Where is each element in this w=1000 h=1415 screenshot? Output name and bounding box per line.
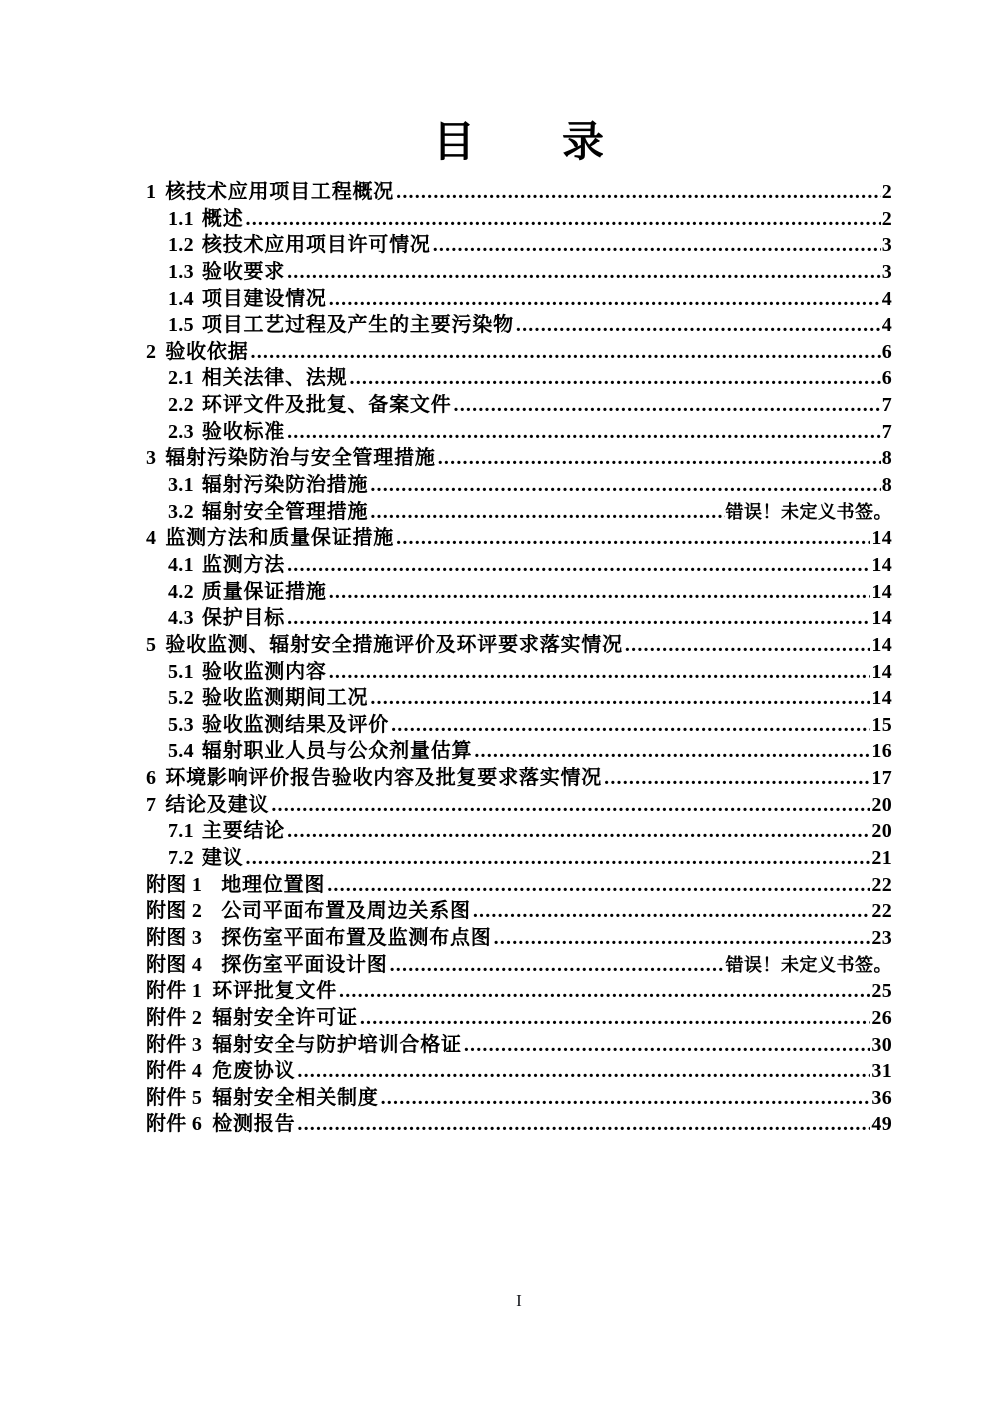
toc-entry-page: 14 — [871, 527, 892, 550]
toc-entry-number: 附件 5 — [146, 1086, 203, 1109]
toc-entry[interactable] — [146, 472, 892, 499]
toc-content — [146, 0, 892, 1138]
toc-entry-label: 危废协议 — [212, 1060, 296, 1083]
toc-entry-page: 30 — [871, 1033, 892, 1056]
toc-entry-number: 1.1 — [168, 207, 194, 230]
toc-entry-number: 4.3 — [168, 607, 194, 630]
toc-leader-dots — [329, 286, 881, 313]
toc-entry-page: 36 — [871, 1086, 892, 1109]
toc-entry-number: 附件 3 — [146, 1033, 203, 1056]
toc-leader-dots — [327, 872, 870, 899]
toc-entry[interactable] — [146, 659, 892, 686]
toc-entry-number: 7 — [146, 793, 157, 816]
toc-entry-page: 25 — [871, 980, 892, 1003]
toc-leader-dots — [350, 365, 881, 392]
toc-entry-page: 14 — [871, 687, 892, 710]
toc-entry-number: 2.3 — [168, 420, 194, 443]
toc-entry[interactable] — [146, 898, 892, 925]
toc-entry-label: 环评文件及批复、备案文件 — [201, 394, 452, 417]
toc-leader-dots — [297, 1058, 870, 1085]
toc-entry[interactable] — [146, 339, 892, 366]
toc-entry-number: 4 — [146, 527, 157, 550]
toc-entry-label: 验收监测期间工况 — [201, 687, 369, 710]
toc-entry-label: 环境影响评价报告验收内容及批复要求落实情况 — [165, 767, 603, 790]
toc-entry-label: 监测方法 — [201, 553, 286, 576]
toc-entry-page: 错误！未定义书签。 — [725, 954, 892, 975]
toc-entry[interactable] — [146, 632, 892, 659]
toc-leader-dots — [287, 818, 870, 845]
toc-leader-dots — [396, 179, 881, 206]
toc-entry-page: 14 — [871, 633, 892, 656]
toc-leader-dots — [287, 419, 881, 446]
toc-entry[interactable] — [146, 232, 892, 259]
toc-entry-label: 相关法律、法规 — [201, 367, 348, 390]
toc-entry-page: 21 — [871, 847, 892, 870]
toc-entry-page: 2 — [881, 181, 892, 203]
toc-entry-number: 2 — [146, 340, 157, 363]
toc-entry-number: 1.2 — [168, 234, 194, 257]
toc-entry-label: 主要结论 — [201, 820, 286, 843]
toc-entry-number: 3 — [146, 447, 157, 470]
toc-leader-dots — [604, 765, 870, 792]
toc-entry[interactable] — [146, 765, 892, 792]
toc-entry[interactable] — [146, 525, 892, 552]
toc-entry-page: 14 — [871, 580, 892, 603]
toc-entry-label: 验收要求 — [201, 260, 286, 283]
toc-leader-dots — [494, 925, 871, 952]
toc-entry-label: 辐射污染防治措施 — [201, 474, 369, 497]
toc-entry[interactable] — [146, 845, 892, 872]
toc-leader-dots — [370, 472, 880, 499]
toc-entry-number: 7.2 — [168, 847, 194, 870]
toc-entry[interactable] — [146, 1111, 892, 1138]
toc-entry-number: 5.3 — [168, 713, 194, 736]
toc-entry-page: 8 — [881, 447, 892, 470]
toc-entry-number: 3.2 — [168, 500, 194, 523]
toc-entry[interactable] — [146, 818, 892, 845]
toc-entry-label: 保护目标 — [201, 607, 286, 630]
toc-entry-number: 附件 2 — [146, 1006, 203, 1029]
toc-leader-dots — [251, 339, 881, 366]
toc-leader-dots — [360, 1005, 871, 1032]
toc-entry-label: 核技术应用项目工程概况 — [165, 181, 395, 203]
toc-entry-number: 1.3 — [168, 260, 194, 283]
toc-entry-label: 公司平面布置及周边关系图 — [221, 900, 471, 923]
toc-entry-number: 附图 2 — [146, 900, 203, 923]
toc-entry-number: 附图 4 — [146, 953, 203, 976]
toc-list — [146, 179, 892, 1138]
toc-entry-page: 14 — [871, 553, 892, 576]
toc-entry-page: 20 — [871, 820, 892, 843]
toc-leader-dots — [370, 685, 870, 712]
toc-entry-number: 2.1 — [168, 367, 194, 390]
toc-entry-label: 辐射安全管理措施 — [201, 500, 369, 523]
toc-leader-dots — [287, 605, 870, 632]
toc-entry-page: 31 — [871, 1060, 892, 1083]
toc-entry-label: 建议 — [201, 847, 244, 870]
toc-entry-label: 结论及建议 — [165, 793, 270, 816]
toc-entry-page: 4 — [881, 314, 892, 337]
toc-entry-number: 1.5 — [168, 314, 194, 337]
toc-entry[interactable] — [146, 179, 892, 206]
toc-entry[interactable] — [146, 872, 892, 899]
toc-entry-page: 15 — [871, 713, 892, 736]
toc-entry-number: 4.1 — [168, 553, 194, 576]
toc-entry-page: 14 — [871, 660, 892, 683]
toc-entry-number: 7.1 — [168, 820, 194, 843]
toc-entry-label: 辐射污染防治与安全管理措施 — [165, 447, 436, 470]
toc-entry-label: 辐射安全与防护培训合格证 — [212, 1033, 462, 1056]
toc-leader-dots — [438, 445, 881, 472]
toc-entry[interactable] — [146, 259, 892, 286]
toc-entry-label: 验收标准 — [201, 420, 286, 443]
toc-entry-number: 4.2 — [168, 580, 194, 603]
toc-leader-dots — [370, 499, 724, 526]
toc-entry[interactable] — [146, 952, 892, 979]
toc-entry-page: 3 — [881, 260, 892, 283]
toc-entry-page: 7 — [881, 394, 892, 417]
toc-entry[interactable] — [146, 552, 892, 579]
toc-leader-dots — [297, 1111, 870, 1138]
toc-entry-page: 错误！未定义书签。 — [725, 501, 892, 522]
toc-entry[interactable] — [146, 605, 892, 632]
toc-entry-label: 监测方法和质量保证措施 — [165, 527, 395, 550]
toc-entry-page: 14 — [871, 607, 892, 630]
toc-entry-number: 2.2 — [168, 394, 194, 417]
toc-leader-dots — [246, 845, 871, 872]
toc-entry-label: 探伤室平面布置及监测布点图 — [221, 926, 492, 949]
toc-entry[interactable] — [146, 712, 892, 739]
toc-entry-page: 20 — [871, 793, 892, 816]
toc-entry-label: 辐射安全许可证 — [212, 1006, 358, 1029]
toc-entry-page: 8 — [881, 474, 892, 497]
toc-entry-label: 验收依据 — [165, 340, 249, 363]
toc-entry-page: 3 — [881, 234, 892, 257]
toc-entry-page: 4 — [881, 287, 892, 310]
toc-entry[interactable] — [146, 419, 892, 446]
toc-entry-page: 2 — [881, 207, 892, 230]
footer-page-number: I — [516, 1291, 522, 1310]
toc-entry[interactable] — [146, 792, 892, 819]
toc-leader-dots — [329, 659, 871, 686]
toc-leader-dots — [339, 978, 870, 1005]
toc-leader-dots — [271, 792, 870, 819]
toc-entry[interactable] — [146, 286, 892, 313]
toc-entry[interactable] — [146, 1058, 892, 1085]
toc-entry[interactable] — [146, 1032, 892, 1059]
toc-entry-number: 附件 6 — [146, 1113, 203, 1136]
toc-entry-number: 附件 4 — [146, 1060, 203, 1083]
toc-leader-dots — [625, 632, 870, 659]
toc-entry-page: 16 — [871, 740, 892, 763]
toc-entry-label: 环评批复文件 — [212, 980, 338, 1003]
toc-entry-page: 22 — [871, 873, 892, 896]
toc-entry-label: 验收监测结果及评价 — [201, 713, 390, 736]
toc-entry-label: 项目工艺过程及产生的主要污染物 — [201, 314, 514, 337]
toc-entry[interactable] — [146, 365, 892, 392]
toc-entry-label: 项目建设情况 — [201, 287, 327, 310]
page-title: 目 录 — [432, 120, 605, 166]
toc-entry-number: 附图 1 — [146, 873, 203, 896]
toc-entry[interactable] — [146, 1005, 892, 1032]
toc-entry-page: 6 — [881, 340, 892, 363]
toc-entry-number: 5 — [146, 633, 157, 656]
toc-leader-dots — [329, 579, 871, 606]
toc-entry-label: 地理位置图 — [221, 873, 326, 896]
toc-entry-number: 5.2 — [168, 687, 194, 710]
toc-leader-dots — [287, 259, 881, 286]
toc-leader-dots — [246, 206, 881, 233]
toc-entry[interactable] — [146, 392, 892, 419]
toc-entry-page: 22 — [871, 900, 892, 923]
toc-entry-label: 检测报告 — [212, 1113, 296, 1136]
toc-entry[interactable] — [146, 445, 892, 472]
toc-entry[interactable] — [146, 1085, 892, 1112]
toc-entry-number: 5.1 — [168, 660, 194, 683]
toc-entry-page: 49 — [871, 1113, 892, 1136]
toc-entry-label: 质量保证措施 — [201, 580, 327, 603]
toc-entry-page: 7 — [881, 420, 892, 443]
toc-entry[interactable] — [146, 685, 892, 712]
toc-entry-label: 辐射职业人员与公众剂量估算 — [201, 740, 473, 763]
toc-leader-dots — [433, 232, 881, 259]
toc-entry-label: 概述 — [201, 207, 244, 230]
toc-entry-page: 17 — [871, 767, 892, 790]
toc-leader-dots — [454, 392, 881, 419]
toc-entry-label: 验收监测内容 — [201, 660, 327, 683]
toc-leader-dots — [474, 738, 870, 765]
toc-entry[interactable] — [146, 312, 892, 339]
toc-entry-number: 附件 1 — [146, 980, 203, 1003]
toc-leader-dots — [391, 712, 870, 739]
toc-entry[interactable] — [146, 978, 892, 1005]
toc-entry-number: 6 — [146, 767, 157, 790]
toc-leader-dots — [390, 952, 725, 979]
toc-entry-number: 附图 3 — [146, 926, 203, 949]
toc-entry-number: 5.4 — [168, 740, 194, 763]
toc-entry[interactable] — [146, 579, 892, 606]
toc-entry-page: 6 — [881, 367, 892, 390]
toc-entry-page: 23 — [871, 926, 892, 949]
toc-entry-number: 1 — [146, 181, 157, 203]
toc-entry-label: 探伤室平面设计图 — [221, 953, 388, 976]
toc-entry-number: 3.1 — [168, 474, 194, 497]
toc-entry-label: 验收监测、辐射安全措施评价及环评要求落实情况 — [165, 633, 623, 656]
toc-leader-dots — [287, 552, 870, 579]
toc-leader-dots — [464, 1032, 871, 1059]
toc-leader-dots — [381, 1085, 871, 1112]
toc-entry-label: 核技术应用项目许可情况 — [201, 234, 431, 257]
toc-entry-page: 26 — [871, 1006, 892, 1029]
toc-entry[interactable] — [146, 738, 892, 765]
toc-entry-label: 辐射安全相关制度 — [212, 1086, 379, 1109]
toc-entry[interactable] — [146, 925, 892, 952]
toc-entry[interactable] — [146, 499, 892, 526]
toc-leader-dots — [396, 525, 870, 552]
toc-entry-number: 1.4 — [168, 287, 194, 310]
toc-entry[interactable] — [146, 206, 892, 233]
toc-leader-dots — [473, 898, 871, 925]
toc-leader-dots — [516, 312, 881, 339]
